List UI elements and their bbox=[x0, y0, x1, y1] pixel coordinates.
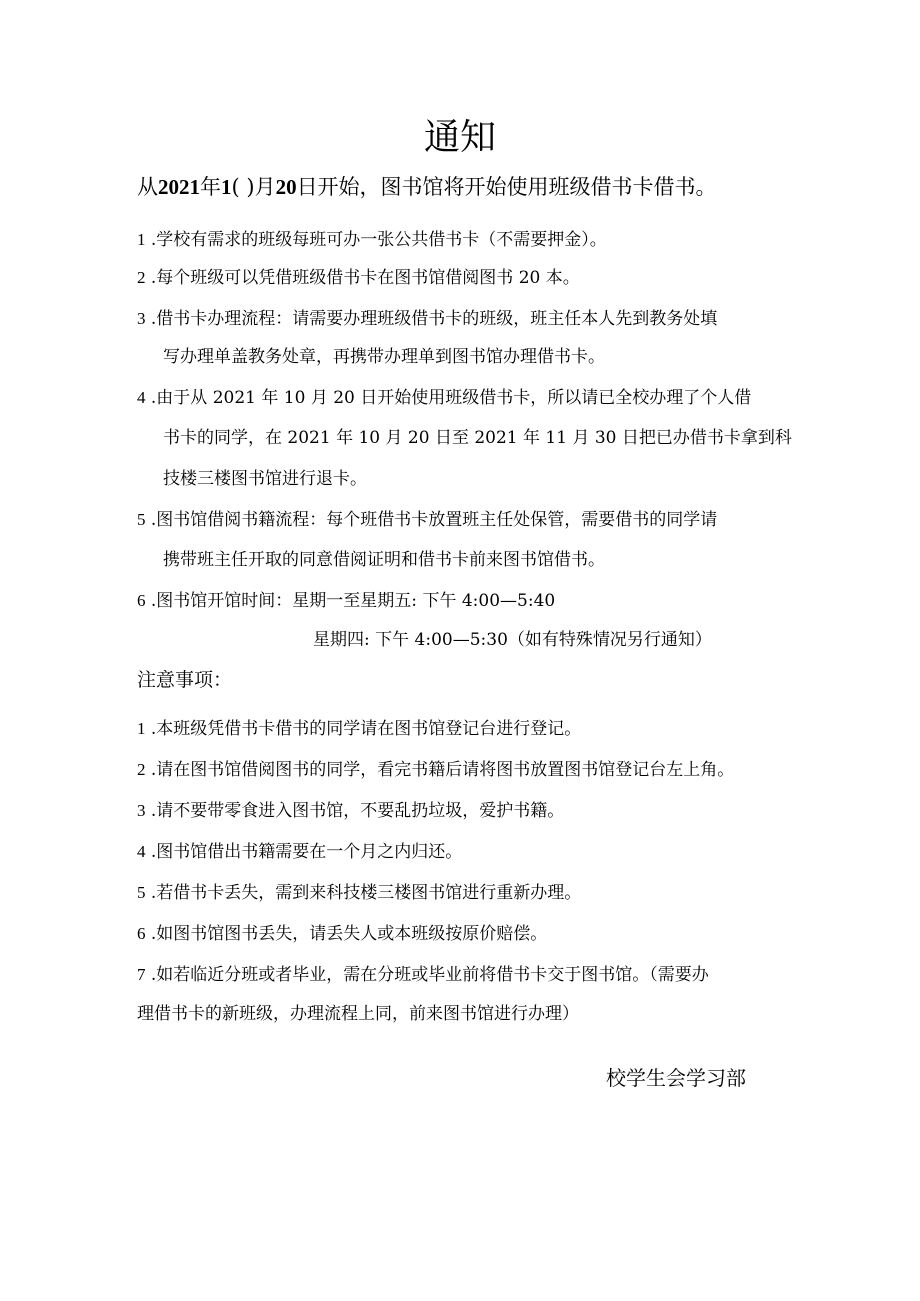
note-number: 5 bbox=[137, 883, 146, 902]
note-item-4 bbox=[137, 839, 462, 865]
note-item-7-continued: 理借书卡的新班级，办理流程上同，前来图书馆进行办理） bbox=[137, 1004, 579, 1024]
note-number: 2 bbox=[137, 760, 146, 779]
note-text: .请不要带零食进入图书馆，不要乱扔垃圾，爱护书籍。 bbox=[150, 801, 565, 821]
signature: 校学生会学习部 bbox=[606, 1066, 746, 1090]
note-number: 3 bbox=[137, 801, 146, 820]
note-text: .本班级凭借书卡借书的同学请在图书馆登记台进行登记。 bbox=[150, 719, 582, 739]
rule-item-6-continued: 星期四: 下午 4:00—5:30（如有特殊情况另行通知） bbox=[313, 630, 712, 650]
rule-text: .每个班级可以凭借班级借书卡在图书馆借阅图书 20 本。 bbox=[150, 268, 580, 288]
rule-item-6 bbox=[137, 588, 555, 614]
rule-item-3 bbox=[137, 306, 717, 332]
note-item-3 bbox=[137, 798, 564, 824]
rule-item-2 bbox=[137, 265, 580, 291]
rule-number: 1 bbox=[137, 230, 146, 249]
intro-month: 1 bbox=[221, 175, 232, 199]
rule-text: .借书卡办理流程：请需要办理班级借书卡的班级，班主任本人先到教务处填 bbox=[150, 309, 718, 329]
note-text: .如图书馆图书丢失，请丢失人或本班级按原价赔偿。 bbox=[150, 924, 548, 944]
rule-number: 4 bbox=[137, 388, 146, 407]
intro-year-suffix: 年 bbox=[200, 175, 221, 199]
intro-month-suffix: 月 bbox=[254, 175, 276, 199]
intro-year: 2021 bbox=[158, 175, 200, 199]
rule-number: 6 bbox=[137, 591, 146, 610]
rule-text: .图书馆借阅书籍流程：每个班借书卡放置班主任处保管，需要借书的同学请 bbox=[150, 510, 718, 530]
rule-text: .由于从 2021 年 10 月 20 日开始使用班级借书卡，所以请已全校办理了个人借 bbox=[150, 388, 752, 408]
rule-item-1 bbox=[137, 227, 607, 253]
page-title: 通知 bbox=[423, 117, 496, 158]
note-number: 1 bbox=[137, 719, 146, 738]
note-text: .请在图书馆借阅图书的同学，看完书籍后请将图书放置图书馆登记台左上角。 bbox=[150, 760, 735, 780]
note-text: .图书馆借出书籍需要在一个月之内归还。 bbox=[150, 842, 463, 862]
note-item-6 bbox=[137, 921, 547, 947]
note-item-2 bbox=[137, 757, 734, 783]
intro-paragraph bbox=[137, 172, 717, 202]
note-text: .如若临近分班或者毕业，需在分班或毕业前将借书卡交于图书馆。（需要办 bbox=[150, 965, 709, 985]
note-item-7 bbox=[137, 962, 709, 988]
intro-day: 20 bbox=[275, 175, 297, 199]
note-number: 6 bbox=[137, 924, 146, 943]
rule-item-4-continued: 书卡的同学，在 2021 年 10 月 20 日至 2021 年 11 月 30 日把已办借书卡拿到科 bbox=[163, 428, 792, 448]
intro-prefix: 从 bbox=[137, 175, 158, 199]
note-item-1 bbox=[137, 716, 581, 742]
rule-text: .学校有需求的班级每班可办一张公共借书卡（不需要押金）。 bbox=[150, 230, 607, 250]
note-number: 7 bbox=[137, 965, 146, 984]
note-number: 4 bbox=[137, 842, 146, 861]
rule-number: 3 bbox=[137, 309, 146, 328]
intro-paren: ( ) bbox=[231, 175, 255, 199]
rule-item-4-continued-2: 技楼三楼图书馆进行退卡。 bbox=[163, 469, 367, 489]
intro-day-suffix: 日开始，图书馆将开始使用班级借书卡借书。 bbox=[296, 175, 717, 199]
note-text: .若借书卡丢失，需到来科技楼三楼图书馆进行重新办理。 bbox=[150, 883, 582, 903]
rule-item-4 bbox=[137, 385, 751, 411]
rule-number: 5 bbox=[137, 510, 146, 529]
rule-item-5 bbox=[137, 507, 717, 533]
note-item-5 bbox=[137, 880, 581, 906]
rule-text: .图书馆开馆时间：星期一至星期五: 下午 4:00—5:40 bbox=[150, 591, 556, 611]
rule-item-5-continued: 携带班主任开取的同意借阅证明和借书卡前来图书馆借书。 bbox=[163, 550, 605, 570]
rule-item-3-continued: 写办理单盖教务处章，再携带办理单到图书馆办理借书卡。 bbox=[163, 347, 605, 367]
notes-heading: 注意事项： bbox=[137, 669, 233, 691]
rule-number: 2 bbox=[137, 268, 146, 287]
